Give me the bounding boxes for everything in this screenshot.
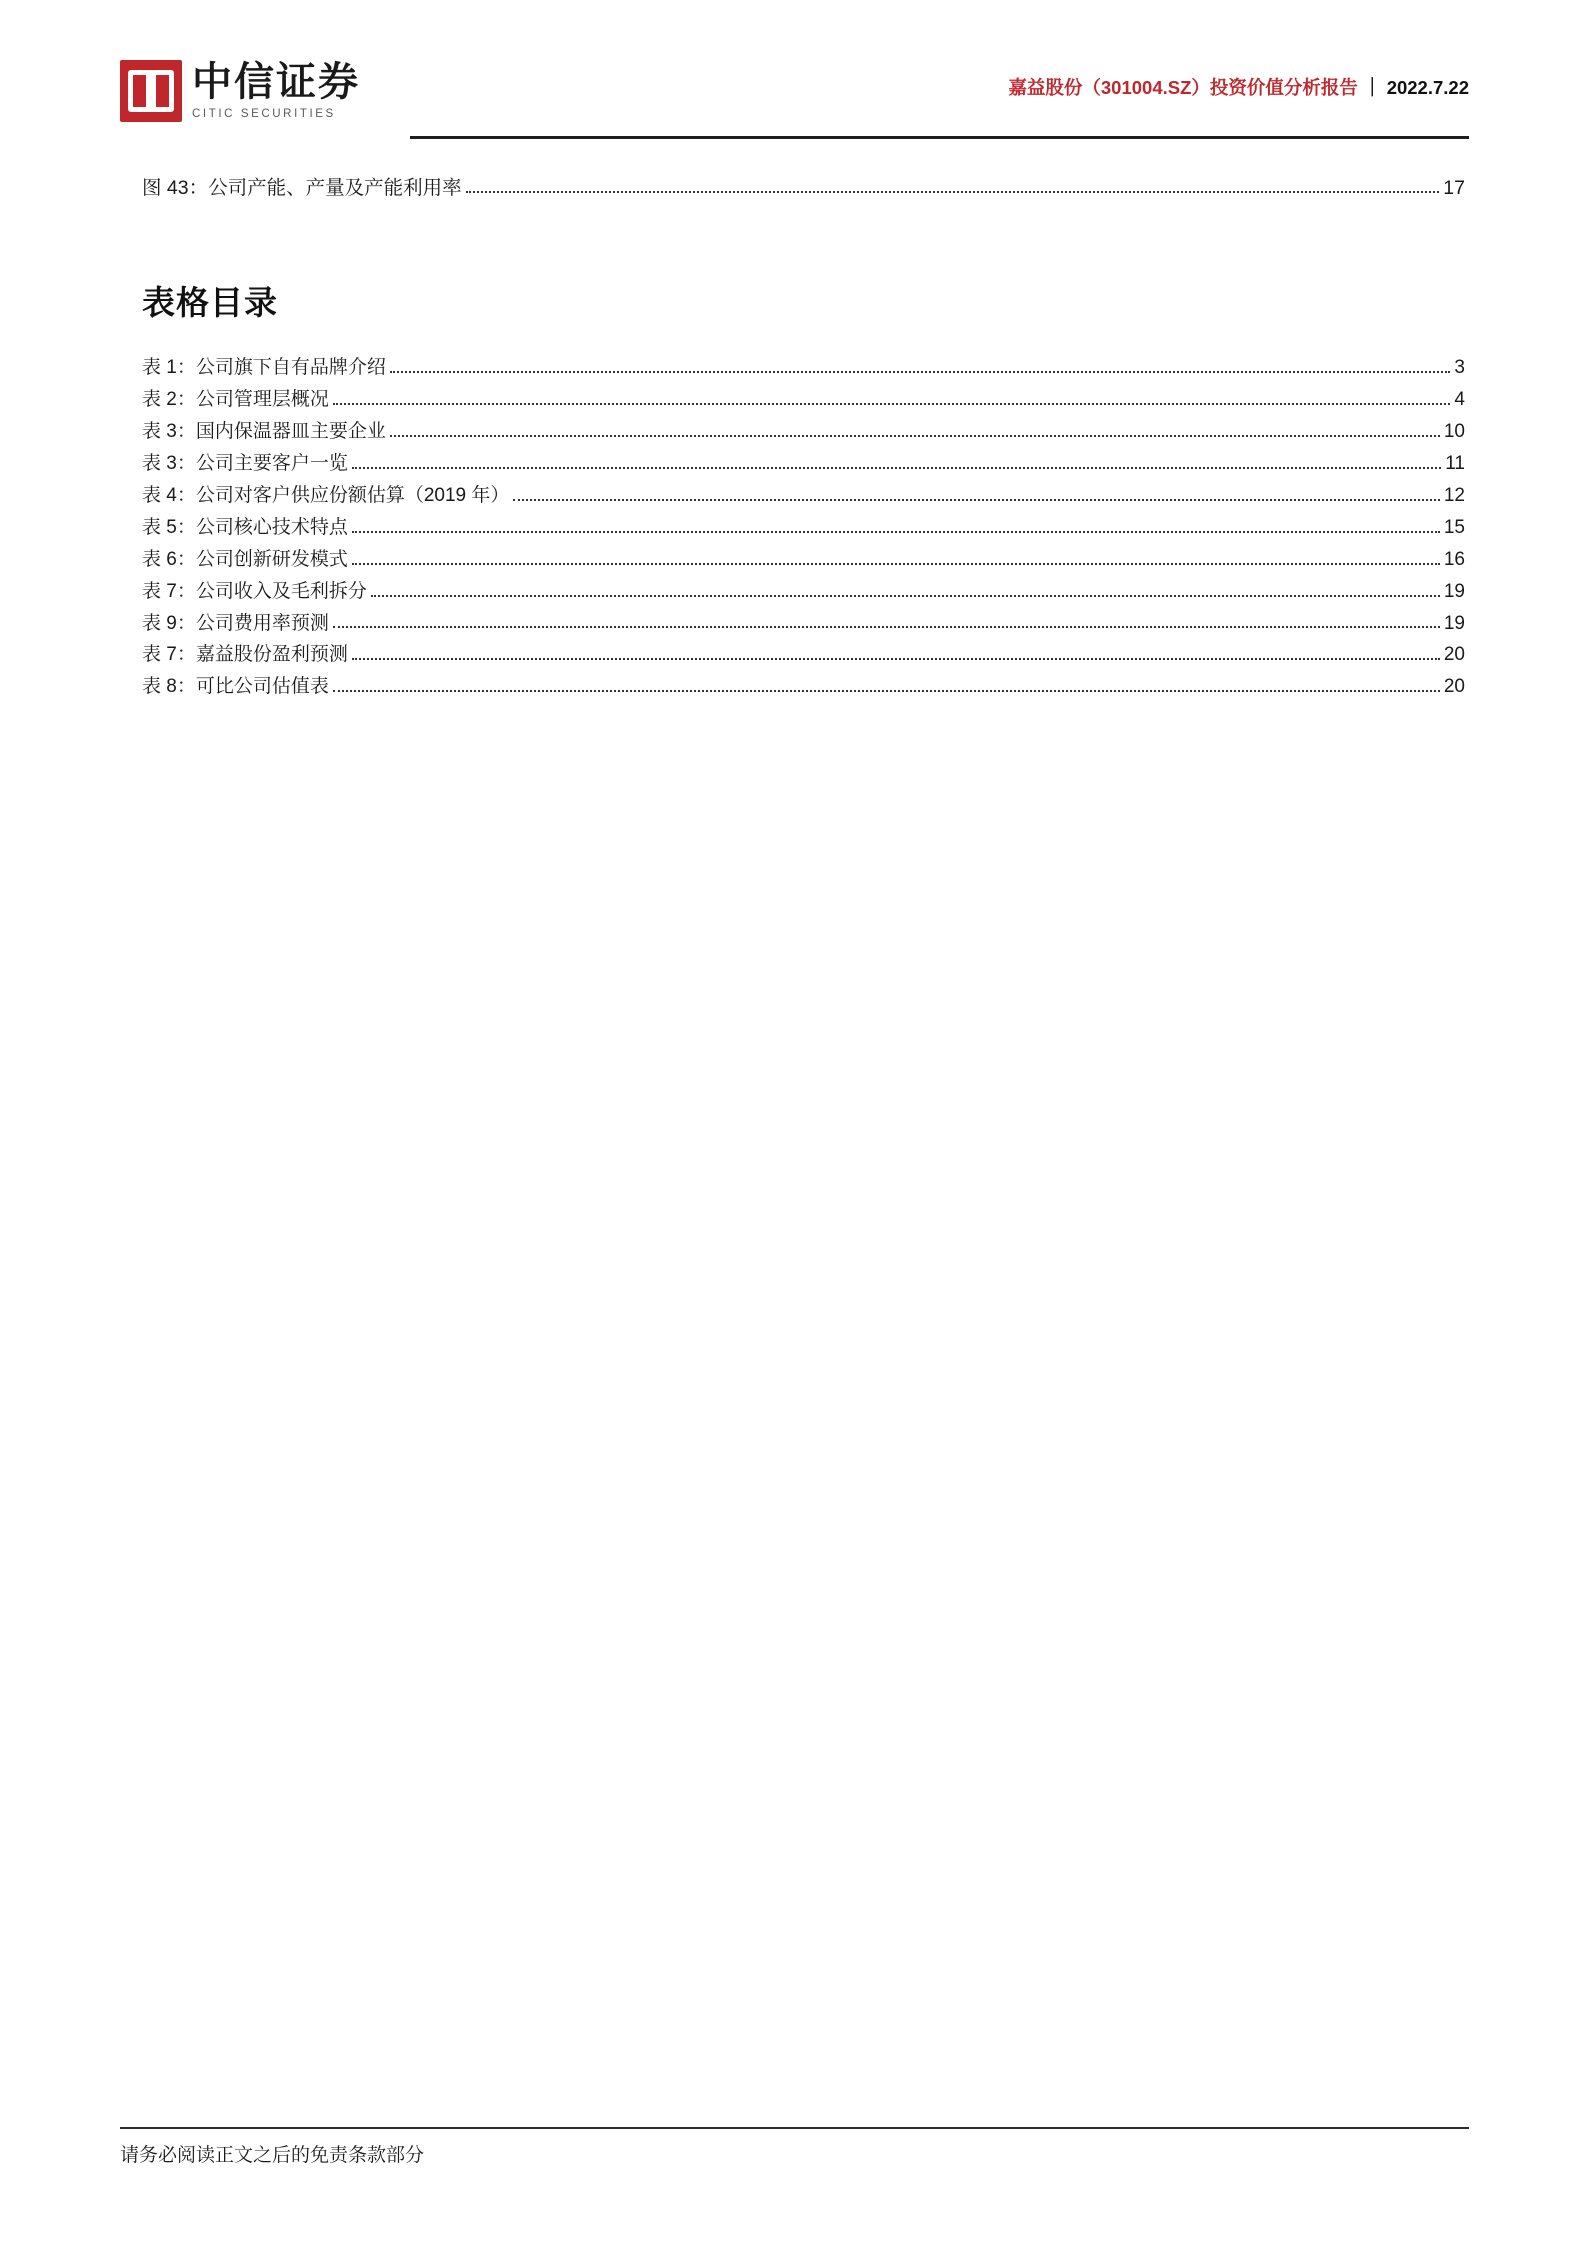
logo-text-block (192, 59, 360, 121)
dot-leader (333, 690, 1440, 692)
citic-logo-icon (120, 60, 182, 122)
dot-leader (352, 467, 1441, 469)
list-item[interactable] (120, 422, 1469, 443)
table-toc-label: 表 4：公司对客户供应份额估算（2019 年） (142, 485, 510, 506)
dot-leader (390, 435, 1440, 437)
table-toc-label: 表 8：可比公司估值表 (142, 676, 329, 698)
dot-leader (466, 191, 1440, 193)
list-item[interactable] (120, 582, 1469, 603)
page-title: 表格目录 (142, 284, 278, 322)
list-item[interactable] (120, 390, 1469, 411)
table-toc-label: 表 3：公司主要客户一览 (142, 453, 348, 475)
logo-chinese-name: 中信证券 (192, 59, 360, 104)
table-toc-page: 15 (1443, 516, 1465, 538)
table-toc-label: 表 1：公司旗下自有品牌介绍 (142, 357, 386, 379)
company-logo (120, 60, 360, 122)
header-title-red: 嘉益股份（301004.SZ）投资价值分析报告 (1008, 77, 1358, 98)
list-item[interactable] (120, 486, 1469, 507)
logo-english-name: CITIC SECURITIES (192, 107, 336, 120)
dot-leader (352, 658, 1440, 660)
table-toc-page: 20 (1443, 676, 1465, 698)
table-toc-page: 3 (1454, 357, 1465, 379)
dot-leader (352, 563, 1440, 565)
page-content (120, 178, 1469, 709)
table-toc-label: 表 7：嘉益股份盈利预测 (142, 644, 348, 666)
dot-leader (333, 403, 1451, 405)
page-header (120, 52, 1469, 142)
table-toc-page: 12 (1443, 485, 1465, 506)
list-item[interactable] (120, 454, 1469, 475)
table-toc-label: 表 3：国内保温器皿主要企业 (142, 421, 386, 443)
table-toc-label: 表 6：公司创新研发模式 (142, 548, 348, 570)
header-title-separator: ｜ (1363, 77, 1382, 98)
header-report-title (1008, 74, 1469, 100)
table-toc-page: 10 (1443, 421, 1465, 443)
list-item[interactable] (120, 614, 1469, 635)
table-toc-page: 19 (1443, 612, 1465, 634)
table-toc-page: 19 (1443, 580, 1465, 602)
table-toc-label: 表 9：公司费用率预测 (142, 612, 329, 634)
table-toc-label: 表 2：公司管理层概况 (142, 389, 329, 411)
dot-leader (390, 371, 1451, 373)
table-toc-page: 20 (1443, 644, 1465, 666)
dot-leader (352, 531, 1440, 533)
footer-divider (120, 2127, 1469, 2129)
table-toc-label: 表 7：公司收入及毛利拆分 (142, 580, 367, 602)
table-toc-list (120, 358, 1469, 698)
footer-disclaimer: 请务必阅读正文之后的免责条款部分 (120, 2145, 425, 2166)
list-item[interactable] (120, 677, 1469, 698)
table-toc-page: 16 (1443, 548, 1465, 570)
list-item[interactable] (120, 518, 1469, 539)
dot-leader (333, 626, 1440, 628)
table-toc-page: 11 (1445, 453, 1465, 475)
header-title-date: 2022.7.22 (1386, 77, 1469, 98)
list-item[interactable] (120, 645, 1469, 666)
figure-toc-entry[interactable] (120, 178, 1469, 199)
dot-leader (513, 499, 1439, 501)
table-toc-page: 4 (1454, 389, 1465, 411)
figure-toc-page: 17 (1443, 177, 1465, 199)
figure-toc-label: 图 43：公司产能、产量及产能利用率 (142, 177, 462, 199)
header-divider (410, 136, 1469, 139)
table-toc-label: 表 5：公司核心技术特点 (142, 516, 348, 538)
dot-leader (371, 595, 1440, 597)
list-item[interactable] (120, 358, 1469, 379)
list-item[interactable] (120, 550, 1469, 571)
